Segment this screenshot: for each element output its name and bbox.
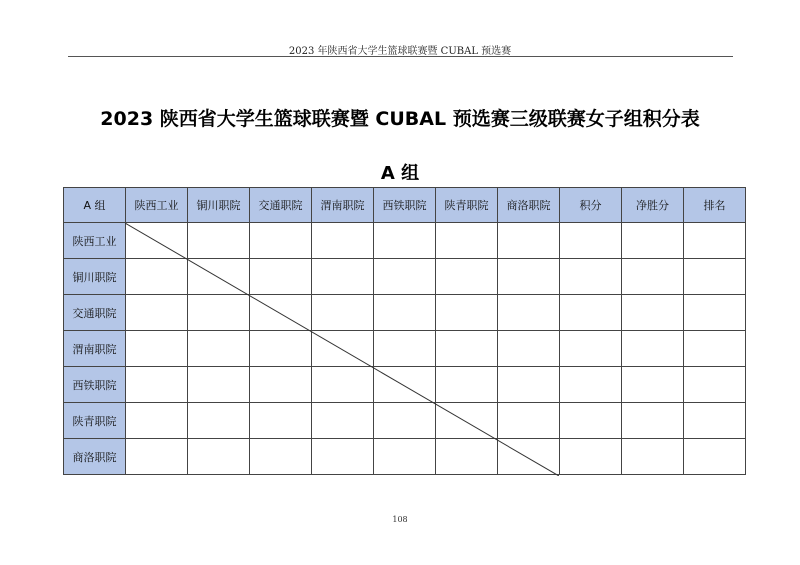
score-cell [312, 367, 374, 403]
score-cell [498, 259, 560, 295]
rank-cell [684, 259, 746, 295]
net-score-cell [622, 439, 684, 475]
score-cell [374, 259, 436, 295]
table-row [64, 295, 746, 331]
header-rule [68, 56, 733, 57]
score-cell [436, 331, 498, 367]
net-score-cell [622, 367, 684, 403]
column-header-team: 商洛职院 [498, 188, 560, 223]
rank-cell [684, 295, 746, 331]
net-score-cell [622, 295, 684, 331]
score-cell [126, 295, 188, 331]
points-cell [560, 295, 622, 331]
score-cell [250, 439, 312, 475]
standings-table [63, 187, 746, 475]
score-cell [374, 403, 436, 439]
score-cell [312, 331, 374, 367]
score-cell [374, 439, 436, 475]
row-header-team: 陕青职院 [64, 403, 126, 439]
row-header-team: 交通职院 [64, 295, 126, 331]
corner-cell: A 组 [64, 188, 126, 223]
group-heading: A 组 [380, 163, 420, 184]
running-header: 2023 年陕西省大学生篮球联赛暨 CUBAL 预选赛 [288, 46, 512, 57]
column-header-team: 渭南职院 [312, 188, 374, 223]
score-cell [498, 295, 560, 331]
column-header-net-score: 净胜分 [622, 188, 684, 223]
score-cell [250, 259, 312, 295]
score-cell [126, 259, 188, 295]
score-cell [250, 295, 312, 331]
table-row [64, 403, 746, 439]
header-row [64, 188, 746, 223]
net-score-cell [622, 403, 684, 439]
table-row [64, 439, 746, 475]
page-number: 108 [392, 515, 408, 524]
score-cell [498, 331, 560, 367]
score-cell [250, 331, 312, 367]
row-header-team: 商洛职院 [64, 439, 126, 475]
score-cell [498, 439, 560, 475]
table-row [64, 259, 746, 295]
score-cell [312, 295, 374, 331]
score-cell [188, 223, 250, 259]
score-cell [126, 223, 188, 259]
score-cell [126, 331, 188, 367]
score-cell [126, 367, 188, 403]
net-score-cell [622, 259, 684, 295]
score-cell [188, 403, 250, 439]
points-cell [560, 223, 622, 259]
score-cell [374, 331, 436, 367]
score-cell [498, 403, 560, 439]
score-cell [188, 295, 250, 331]
score-cell [498, 223, 560, 259]
points-cell [560, 367, 622, 403]
rank-cell [684, 223, 746, 259]
score-cell [250, 403, 312, 439]
table-row [64, 331, 746, 367]
score-cell [374, 223, 436, 259]
points-cell [560, 403, 622, 439]
score-cell [188, 259, 250, 295]
points-cell [560, 331, 622, 367]
score-cell [312, 223, 374, 259]
score-cell [312, 403, 374, 439]
document-title: 2023 陕西省大学生篮球联赛暨 CUBAL 预选赛三级联赛女子组积分表 [100, 108, 700, 130]
score-cell [312, 439, 374, 475]
score-cell [436, 403, 498, 439]
score-cell [436, 367, 498, 403]
score-cell [436, 223, 498, 259]
score-cell [436, 295, 498, 331]
score-cell [188, 439, 250, 475]
column-header-points: 积分 [560, 188, 622, 223]
score-cell [126, 439, 188, 475]
score-cell [250, 367, 312, 403]
net-score-cell [622, 223, 684, 259]
score-cell [436, 259, 498, 295]
score-cell [250, 223, 312, 259]
score-cell [436, 439, 498, 475]
column-header-team: 陕青职院 [436, 188, 498, 223]
column-header-team: 交通职院 [250, 188, 312, 223]
column-header-rank: 排名 [684, 188, 746, 223]
row-header-team: 陕西工业 [64, 223, 126, 259]
score-cell [126, 403, 188, 439]
column-header-team: 陕西工业 [126, 188, 188, 223]
row-header-team: 西铁职院 [64, 367, 126, 403]
score-cell [374, 367, 436, 403]
table-row [64, 223, 746, 259]
rank-cell [684, 367, 746, 403]
points-cell [560, 439, 622, 475]
column-header-team: 西铁职院 [374, 188, 436, 223]
score-cell [188, 331, 250, 367]
rank-cell [684, 439, 746, 475]
row-header-team: 铜川职院 [64, 259, 126, 295]
points-cell [560, 259, 622, 295]
score-cell [498, 367, 560, 403]
rank-cell [684, 403, 746, 439]
rank-cell [684, 331, 746, 367]
score-cell [188, 367, 250, 403]
table-row [64, 367, 746, 403]
row-header-team: 渭南职院 [64, 331, 126, 367]
column-header-team: 铜川职院 [188, 188, 250, 223]
score-cell [374, 295, 436, 331]
score-cell [312, 259, 374, 295]
net-score-cell [622, 331, 684, 367]
